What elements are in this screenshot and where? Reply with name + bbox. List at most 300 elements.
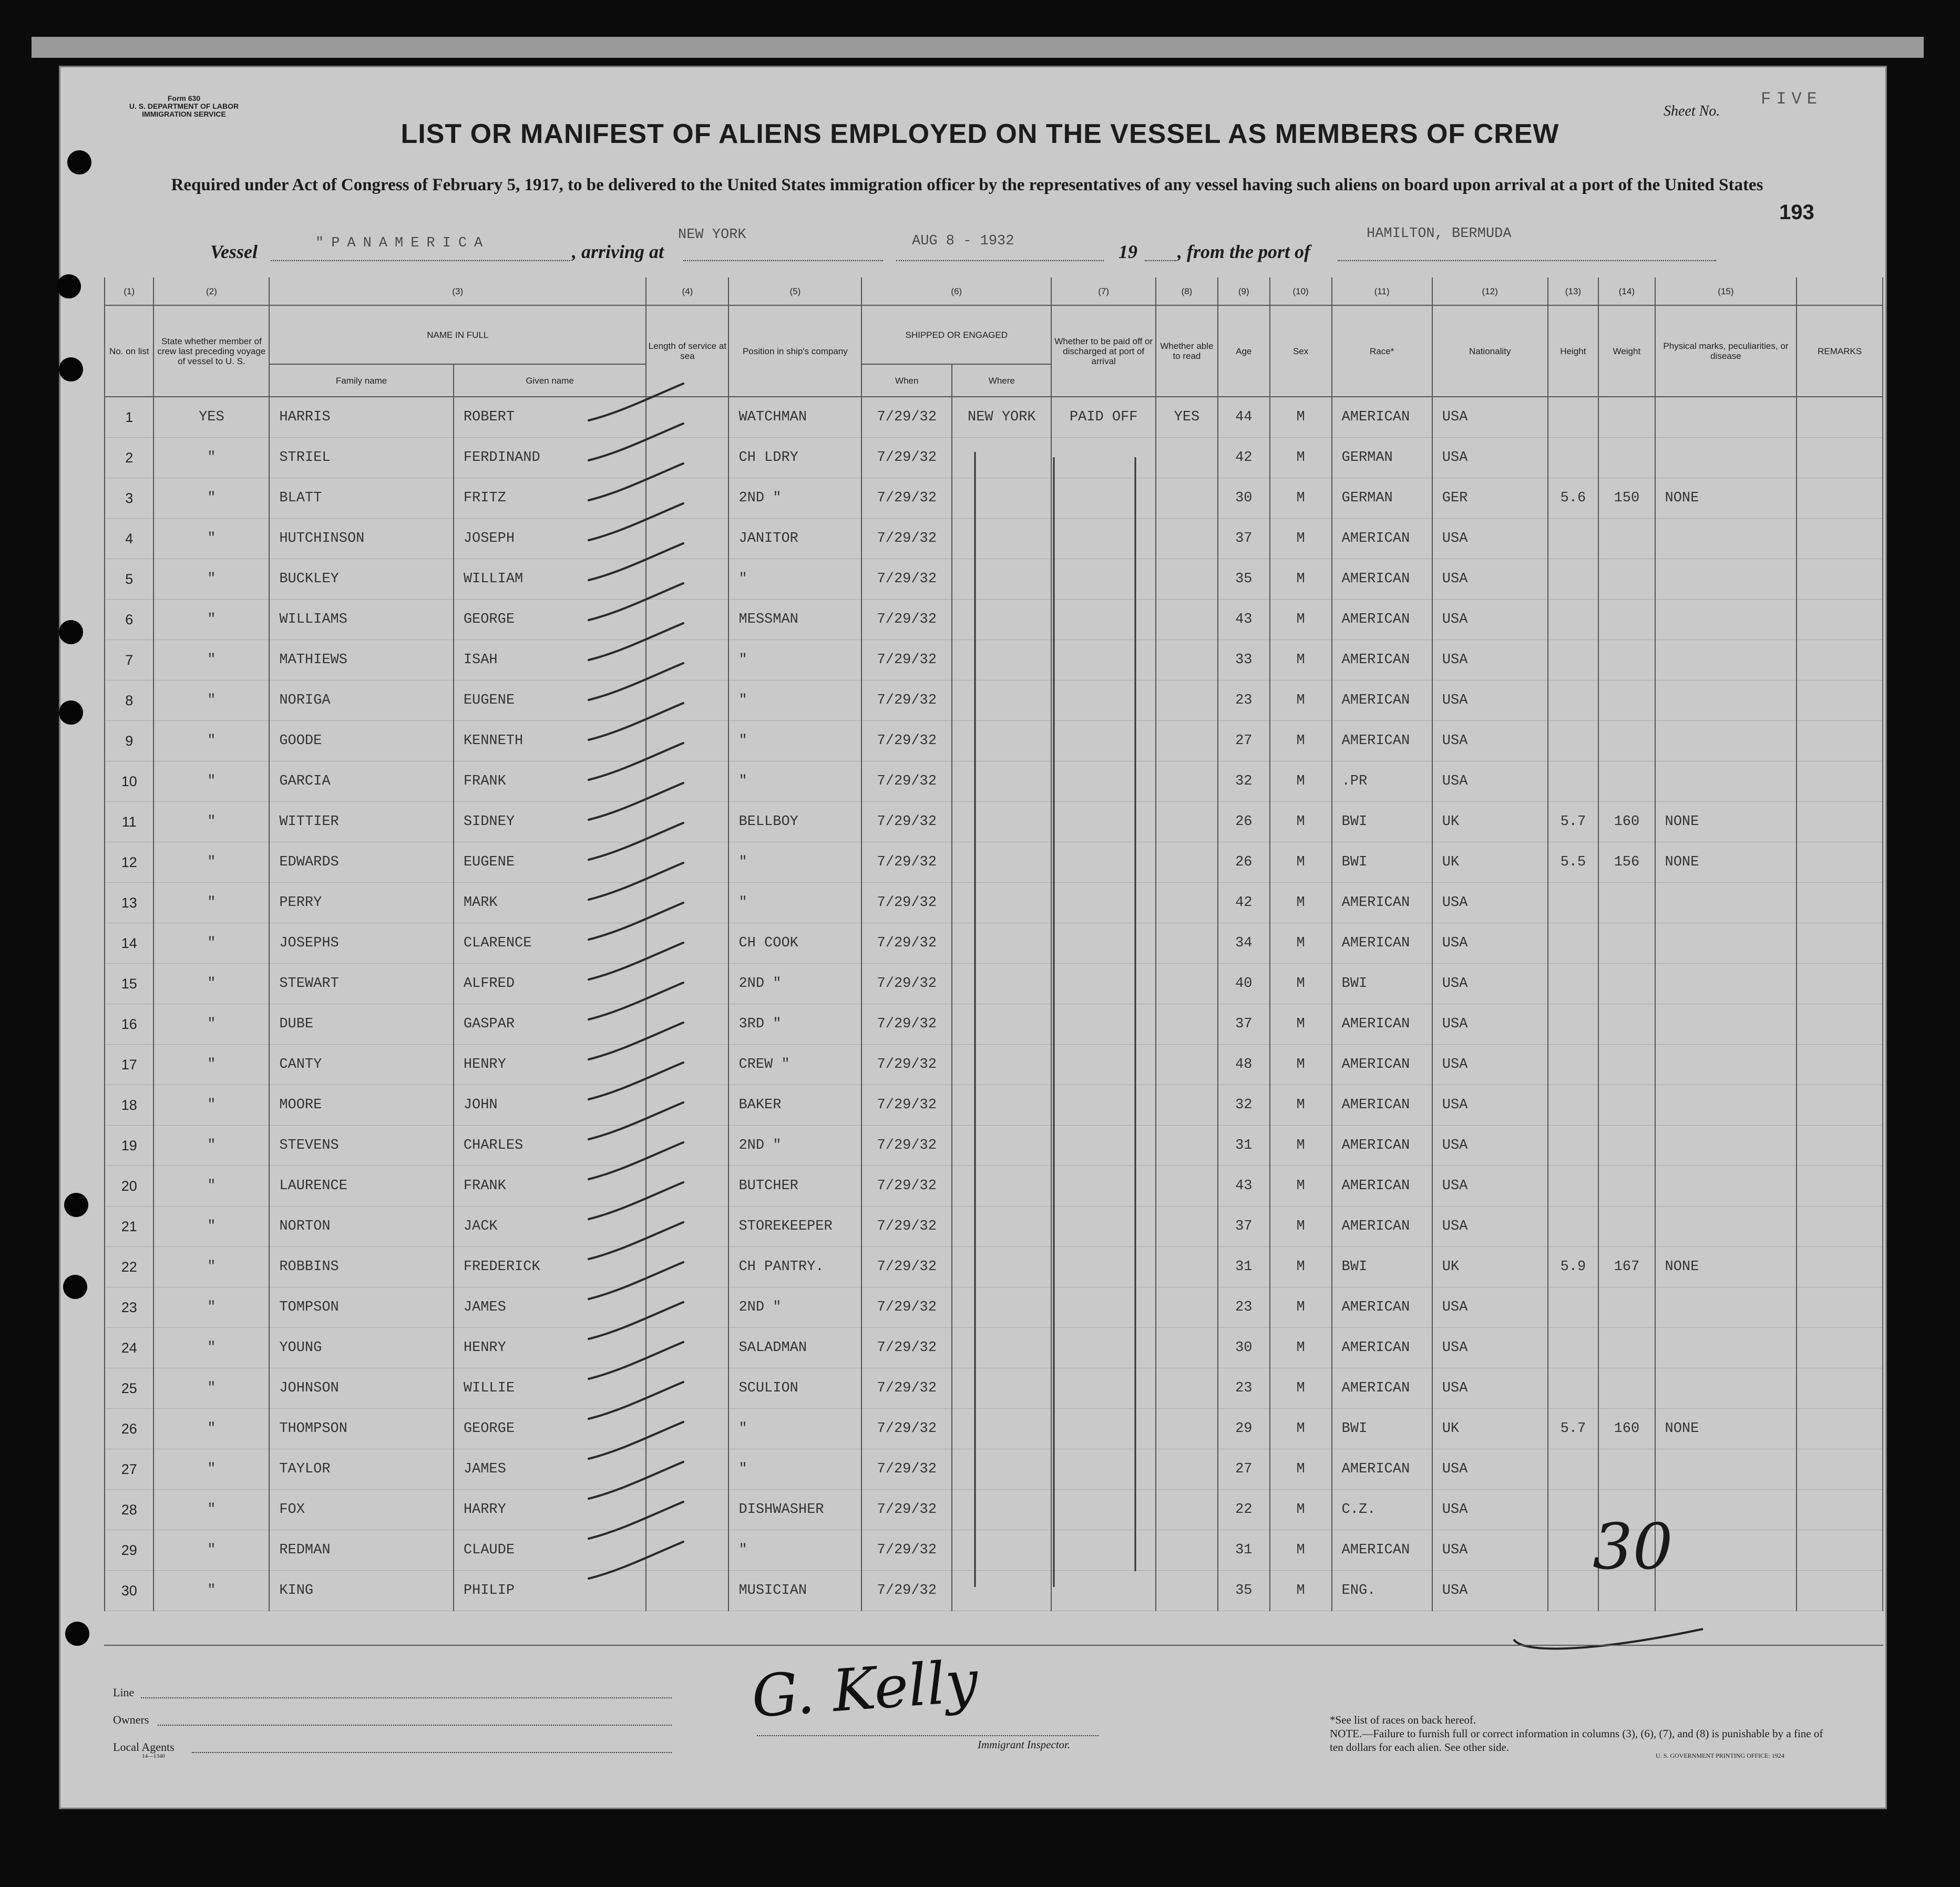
position-cell: CH LDRY [728, 438, 861, 478]
family-name-cell: STEVENS [269, 1126, 454, 1166]
race-cell: AMERICAN [1332, 640, 1432, 680]
age-cell: 27 [1218, 1449, 1270, 1490]
shipped-where-cell: NEW YORK [952, 397, 1051, 438]
sex-cell: M [1270, 842, 1332, 883]
given-name-cell: JAMES [454, 1287, 646, 1328]
row-number-cell: 29 [105, 1530, 153, 1571]
physical-marks-cell: NONE [1655, 478, 1797, 519]
shipped-when-cell: 7/29/32 [861, 1571, 952, 1611]
position-cell: " [728, 1530, 861, 1571]
position-cell: 2ND " [728, 1126, 861, 1166]
department: U. S. DEPARTMENT OF LABOR [129, 102, 239, 110]
given-name-cell: FERDINAND [454, 438, 646, 478]
given-name-cell: ALFRED [454, 964, 646, 1004]
shipped-when-cell: 7/29/32 [861, 1328, 952, 1368]
race-cell: AMERICAN [1332, 519, 1432, 559]
race-cell: .PR [1332, 761, 1432, 802]
sex-cell: M [1270, 1328, 1332, 1368]
state-member-cell: " [153, 1126, 269, 1166]
shipped-when-cell: 7/29/32 [861, 1449, 952, 1490]
state-member-cell: " [153, 680, 269, 721]
shipped-when-cell: 7/29/32 [861, 802, 952, 842]
state-member-cell: " [153, 1409, 269, 1449]
given-name-cell: ROBERT [454, 397, 646, 438]
age-cell: 30 [1218, 478, 1270, 519]
age-cell: 37 [1218, 519, 1270, 559]
check-mark-icon [589, 1023, 683, 1059]
family-name-cell: LAURENCE [269, 1166, 454, 1207]
check-mark-icon [589, 903, 683, 940]
weight-cell: 160 [1598, 802, 1655, 842]
given-name-cell: WILLIAM [454, 559, 646, 600]
height-cell: 5.9 [1548, 1247, 1599, 1287]
state-member-cell: " [153, 1490, 269, 1530]
row-number-cell: 6 [105, 600, 153, 640]
nationality-cell: USA [1432, 397, 1548, 438]
given-name-cell: HENRY [454, 1328, 646, 1368]
family-name-cell: STRIEL [269, 438, 454, 478]
header-length-of-service: Length of service at sea [646, 305, 728, 397]
nationality-cell: USA [1432, 1004, 1548, 1045]
position-cell: 2ND " [728, 478, 861, 519]
position-cell: " [728, 842, 861, 883]
shipped-when-cell: 7/29/32 [861, 761, 952, 802]
family-name-cell: GARCIA [269, 761, 454, 802]
check-mark-icon [589, 1142, 683, 1179]
nationality-cell: UK [1432, 842, 1548, 883]
age-cell: 34 [1218, 923, 1270, 964]
height-cell: 5.7 [1548, 802, 1599, 842]
state-member-cell: " [153, 721, 269, 761]
check-mark-icon [589, 1063, 683, 1099]
state-member-cell: " [153, 1004, 269, 1045]
position-cell: BUTCHER [728, 1166, 861, 1207]
nationality-cell: UK [1432, 1409, 1548, 1449]
sex-cell: M [1270, 1490, 1332, 1530]
row-number-cell: 7 [105, 640, 153, 680]
race-cell: AMERICAN [1332, 600, 1432, 640]
age-cell: 26 [1218, 842, 1270, 883]
check-mark-icon [589, 1302, 683, 1339]
position-cell: STOREKEEPER [728, 1207, 861, 1247]
row-number-cell: 9 [105, 721, 153, 761]
given-name-cell: KENNETH [454, 721, 646, 761]
able-to-read-cell: YES [1156, 397, 1218, 438]
header-where: Where [952, 364, 1051, 397]
nationality-cell: USA [1432, 923, 1548, 964]
age-cell: 31 [1218, 1247, 1270, 1287]
col-number: (4) [646, 277, 728, 305]
race-cell: AMERICAN [1332, 1328, 1432, 1368]
position-cell: " [728, 761, 861, 802]
family-name-cell: NORTON [269, 1207, 454, 1247]
age-cell: 48 [1218, 1045, 1270, 1085]
given-name-cell: ISAH [454, 640, 646, 680]
sex-cell: M [1270, 397, 1332, 438]
line-underline [141, 1697, 672, 1698]
family-name-cell: STEWART [269, 964, 454, 1004]
row-number-cell: 1 [105, 397, 153, 438]
race-cell: AMERICAN [1332, 1126, 1432, 1166]
sex-cell: M [1270, 1085, 1332, 1126]
sex-cell: M [1270, 802, 1332, 842]
arrival-date-stamp: AUG 8 - 1932 [912, 233, 1014, 249]
header-nationality: Nationality [1432, 305, 1548, 397]
physical-marks-cell: NONE [1655, 802, 1797, 842]
age-cell: 27 [1218, 721, 1270, 761]
race-cell: AMERICAN [1332, 1530, 1432, 1571]
race-cell: ENG. [1332, 1571, 1432, 1611]
row-number-cell: 16 [105, 1004, 153, 1045]
race-cell: AMERICAN [1332, 1004, 1432, 1045]
header-race: Race* [1332, 305, 1432, 397]
age-cell: 43 [1218, 1166, 1270, 1207]
state-member-cell: " [153, 883, 269, 923]
race-cell: AMERICAN [1332, 1045, 1432, 1085]
race-cell: AMERICAN [1332, 721, 1432, 761]
col-number: (11) [1332, 277, 1432, 305]
row-number-cell: 26 [105, 1409, 153, 1449]
given-name-cell: JOSEPH [454, 519, 646, 559]
header-weight: Weight [1598, 305, 1655, 397]
state-member-cell: " [153, 964, 269, 1004]
sex-cell: M [1270, 519, 1332, 559]
line-label: Line [113, 1686, 135, 1699]
col-number: (3) [269, 277, 646, 305]
check-mark-icon [589, 663, 683, 700]
year-label: 19 [1118, 241, 1137, 262]
check-mark-icon [589, 424, 683, 460]
family-name-cell: DUBE [269, 1004, 454, 1045]
header-position: Position in ship's company [728, 305, 861, 397]
state-member-cell: " [153, 1328, 269, 1368]
check-mark-icon [589, 1262, 683, 1299]
col-number: (15) [1655, 277, 1797, 305]
row-number-cell: 15 [105, 964, 153, 1004]
nationality-cell: USA [1432, 680, 1548, 721]
age-cell: 33 [1218, 640, 1270, 680]
shipped-when-cell: 7/29/32 [861, 640, 952, 680]
race-cell: AMERICAN [1332, 923, 1432, 964]
row-number-cell: 28 [105, 1490, 153, 1530]
position-cell: MUSICIAN [728, 1571, 861, 1611]
agents-underline [192, 1752, 672, 1753]
sex-cell: M [1270, 478, 1332, 519]
given-name-cell: JAMES [454, 1449, 646, 1490]
sex-cell: M [1270, 1287, 1332, 1328]
shipped-when-cell: 7/29/32 [861, 397, 952, 438]
header-age: Age [1218, 305, 1270, 397]
shipped-when-cell: 7/29/32 [861, 438, 952, 478]
shipped-when-cell: 7/29/32 [861, 1247, 952, 1287]
penalty-note: NOTE.—Failure to furnish full or correct information in columns (3), (6), (7), and (8) is punishable by a fine of ten dollars for each alien. See other side. [1330, 1727, 1823, 1754]
sex-cell: M [1270, 600, 1332, 640]
nationality-cell: USA [1432, 1287, 1548, 1328]
vessel-value: "PANAMERICA [315, 235, 490, 251]
col-number: (6) [861, 277, 1051, 305]
age-cell: 37 [1218, 1004, 1270, 1045]
nationality-cell: USA [1432, 1045, 1548, 1085]
printer-imprint: U. S. GOVERNMENT PRINTING OFFICE: 1924 [1656, 1752, 1784, 1759]
check-mark-icon [589, 1422, 683, 1459]
shipped-when-cell: 7/29/32 [861, 721, 952, 761]
nationality-cell: USA [1432, 964, 1548, 1004]
age-cell: 23 [1218, 1368, 1270, 1409]
from-port-label: , from the port of [1177, 241, 1311, 262]
nationality-cell: USA [1432, 438, 1548, 478]
sex-cell: M [1270, 1247, 1332, 1287]
shipped-when-cell: 7/29/32 [861, 1207, 952, 1247]
check-mark-icon [589, 863, 683, 900]
sex-cell: M [1270, 1166, 1332, 1207]
state-member-cell: " [153, 1530, 269, 1571]
position-cell: " [728, 883, 861, 923]
family-name-cell: KING [269, 1571, 454, 1611]
nationality-cell: USA [1432, 1490, 1548, 1530]
sex-cell: M [1270, 1126, 1332, 1166]
col-number: (12) [1432, 277, 1548, 305]
race-cell: BWI [1332, 842, 1432, 883]
given-name-cell: WILLIE [454, 1368, 646, 1409]
shipped-when-cell: 7/29/32 [861, 1287, 952, 1328]
row-number-cell: 25 [105, 1368, 153, 1409]
header-when: When [861, 364, 952, 397]
row-number-cell: 22 [105, 1247, 153, 1287]
sex-cell: M [1270, 1045, 1332, 1085]
race-cell: AMERICAN [1332, 1207, 1432, 1247]
agents-label: Local Agents [113, 1740, 175, 1754]
header-shipped-engaged: SHIPPED OR ENGAGED [861, 305, 1051, 364]
age-cell: 31 [1218, 1126, 1270, 1166]
sex-cell: M [1270, 964, 1332, 1004]
row-number-cell: 5 [105, 559, 153, 600]
total-count: 30 [1593, 1511, 1673, 1584]
row-number-cell: 21 [105, 1207, 153, 1247]
state-member-cell: " [153, 1247, 269, 1287]
col-number: (5) [728, 277, 861, 305]
sex-cell: M [1270, 1530, 1332, 1571]
family-name-cell: BUCKLEY [269, 559, 454, 600]
position-cell: " [728, 559, 861, 600]
header-physical-marks: Physical marks, peculiarities, or disease [1655, 305, 1797, 397]
sex-cell: M [1270, 883, 1332, 923]
physical-marks-cell: NONE [1655, 1409, 1797, 1449]
given-name-cell: FRITZ [454, 478, 646, 519]
row-number-cell: 2 [105, 438, 153, 478]
age-cell: 23 [1218, 680, 1270, 721]
given-name-cell: SIDNEY [454, 802, 646, 842]
state-member-cell: YES [153, 397, 269, 438]
given-name-cell: CHARLES [454, 1126, 646, 1166]
shipped-when-cell: 7/29/32 [861, 1166, 952, 1207]
inspector-signature: G. Kelly [750, 1647, 980, 1730]
col-number: (9) [1218, 277, 1270, 305]
race-cell: AMERICAN [1332, 1287, 1432, 1328]
age-cell: 31 [1218, 1530, 1270, 1571]
nationality-cell: USA [1432, 1368, 1548, 1409]
age-cell: 44 [1218, 397, 1270, 438]
row-number-cell: 8 [105, 680, 153, 721]
state-member-cell: " [153, 1368, 269, 1409]
physical-marks-cell: NONE [1655, 1247, 1797, 1287]
position-cell: " [728, 1449, 861, 1490]
state-member-cell: " [153, 559, 269, 600]
vessel-label: Vessel [210, 241, 258, 262]
row-number-cell: 11 [105, 802, 153, 842]
col-number: (8) [1156, 277, 1218, 305]
check-mark-icon [589, 384, 683, 420]
agents-code: 14—1340 [142, 1753, 165, 1759]
height-cell: 5.5 [1548, 842, 1599, 883]
paid-off-cell: PAID OFF [1051, 397, 1156, 438]
position-cell: SALADMAN [728, 1328, 861, 1368]
check-mark-icon [589, 743, 683, 780]
nationality-cell: USA [1432, 1126, 1548, 1166]
nationality-cell: USA [1432, 1571, 1548, 1611]
state-member-cell: " [153, 1045, 269, 1085]
row-number-cell: 24 [105, 1328, 153, 1368]
shipped-when-cell: 7/29/32 [861, 1368, 952, 1409]
race-cell: GERMAN [1332, 478, 1432, 519]
row-number-cell: 10 [105, 761, 153, 802]
position-cell: " [728, 680, 861, 721]
age-cell: 32 [1218, 1085, 1270, 1126]
age-cell: 42 [1218, 883, 1270, 923]
page-title: LIST OR MANIFEST OF ALIENS EMPLOYED ON THE VESSEL AS MEMBERS OF CREW [401, 119, 1559, 149]
nationality-cell: USA [1432, 883, 1548, 923]
family-name-cell: THOMPSON [269, 1409, 454, 1449]
check-mark-icon [589, 1382, 683, 1419]
shipped-when-cell: 7/29/32 [861, 842, 952, 883]
nationality-cell: USA [1432, 1207, 1548, 1247]
inspector-label: Immigrant Inspector. [978, 1738, 1071, 1751]
arriving-label: , arriving at [572, 241, 664, 262]
nationality-cell: USA [1432, 1085, 1548, 1126]
weight-cell: 160 [1598, 1409, 1655, 1449]
age-cell: 37 [1218, 1207, 1270, 1247]
row-number-cell: 12 [105, 842, 153, 883]
state-member-cell: " [153, 478, 269, 519]
age-cell: 42 [1218, 438, 1270, 478]
col-number: (13) [1548, 277, 1599, 305]
given-name-cell: EUGENE [454, 680, 646, 721]
check-mark-icon [589, 543, 683, 580]
family-name-cell: EDWARDS [269, 842, 454, 883]
position-cell: JANITOR [728, 519, 861, 559]
check-mark-icon [589, 823, 683, 860]
family-name-cell: FOX [269, 1490, 454, 1530]
sex-cell: M [1270, 1449, 1332, 1490]
age-cell: 30 [1218, 1328, 1270, 1368]
check-mark-icon [589, 783, 683, 820]
nationality-cell: USA [1432, 519, 1548, 559]
age-cell: 40 [1218, 964, 1270, 1004]
check-mark-icon [589, 1222, 683, 1259]
sex-cell: M [1270, 923, 1332, 964]
state-member-cell: " [153, 923, 269, 964]
height-cell: 5.6 [1548, 478, 1599, 519]
shipped-when-cell: 7/29/32 [861, 1126, 952, 1166]
given-name-cell: PHILIP [454, 1571, 646, 1611]
race-cell: BWI [1332, 1247, 1432, 1287]
owners-label: Owners [113, 1713, 149, 1726]
nationality-cell: UK [1432, 1247, 1548, 1287]
given-name-cell: MARK [454, 883, 646, 923]
state-member-cell: " [153, 842, 269, 883]
col-number: (10) [1270, 277, 1332, 305]
position-cell: BELLBOY [728, 802, 861, 842]
state-member-cell: " [153, 1449, 269, 1490]
family-name-cell: YOUNG [269, 1328, 454, 1368]
check-mark-icon [589, 1542, 683, 1579]
family-name-cell: PERRY [269, 883, 454, 923]
page-subtitle: Required under Act of Congress of February 5, 1917, to be delivered to the United States immigration officer by the representatives of any vessel having such aliens on board upon arrival at a port of the United States [171, 176, 1763, 194]
sex-cell: M [1270, 1207, 1332, 1247]
header-able-to-read: Whether able to read [1156, 305, 1218, 397]
footnotes [1330, 1713, 1855, 1754]
given-name-cell: HENRY [454, 1045, 646, 1085]
check-mark-icon [589, 583, 683, 620]
given-name-cell: CLARENCE [454, 923, 646, 964]
col-number: (2) [153, 277, 269, 305]
check-mark-icon [589, 943, 683, 979]
row-number-cell: 30 [105, 1571, 153, 1611]
state-member-cell: " [153, 802, 269, 842]
col-number: (1) [105, 277, 153, 305]
row-number-cell: 4 [105, 519, 153, 559]
family-name-cell: MOORE [269, 1085, 454, 1126]
nationality-cell: USA [1432, 640, 1548, 680]
race-cell: AMERICAN [1332, 559, 1432, 600]
given-name-cell: CLAUDE [454, 1530, 646, 1571]
state-member-cell: " [153, 1085, 269, 1126]
race-cell: BWI [1332, 802, 1432, 842]
shipped-when-cell: 7/29/32 [861, 1085, 952, 1126]
state-member-cell: " [153, 1571, 269, 1611]
sheet-value: FIVE [1761, 89, 1822, 109]
nationality-cell: USA [1432, 1328, 1548, 1368]
sex-cell: M [1270, 640, 1332, 680]
sex-cell: M [1270, 721, 1332, 761]
sex-cell: M [1270, 680, 1332, 721]
family-name-cell: HUTCHINSON [269, 519, 454, 559]
given-name-cell: FREDERICK [454, 1247, 646, 1287]
race-cell: BWI [1332, 1409, 1432, 1449]
table-bottom-border [104, 1645, 1883, 1646]
state-member-cell: " [153, 1287, 269, 1328]
signature-underline [757, 1735, 1099, 1736]
position-cell: CH COOK [728, 923, 861, 964]
header-state-member: State whether member of crew last preceding voyage of vessel to U. S. [153, 305, 269, 397]
race-cell: AMERICAN [1332, 397, 1432, 438]
age-cell: 32 [1218, 761, 1270, 802]
position-cell: " [728, 721, 861, 761]
sex-cell: M [1270, 1368, 1332, 1409]
family-name-cell: GOODE [269, 721, 454, 761]
nationality-cell: USA [1432, 1166, 1548, 1207]
nationality-cell: USA [1432, 761, 1548, 802]
family-name-cell: CANTY [269, 1045, 454, 1085]
state-member-cell: " [153, 600, 269, 640]
age-cell: 35 [1218, 559, 1270, 600]
nationality-cell: USA [1432, 1530, 1548, 1571]
shipped-when-cell: 7/29/32 [861, 600, 952, 640]
nationality-cell: USA [1432, 559, 1548, 600]
race-cell: AMERICAN [1332, 1368, 1432, 1409]
given-name-cell: GEORGE [454, 1409, 646, 1449]
family-name-cell: TAYLOR [269, 1449, 454, 1490]
check-mark-icon [589, 463, 683, 500]
